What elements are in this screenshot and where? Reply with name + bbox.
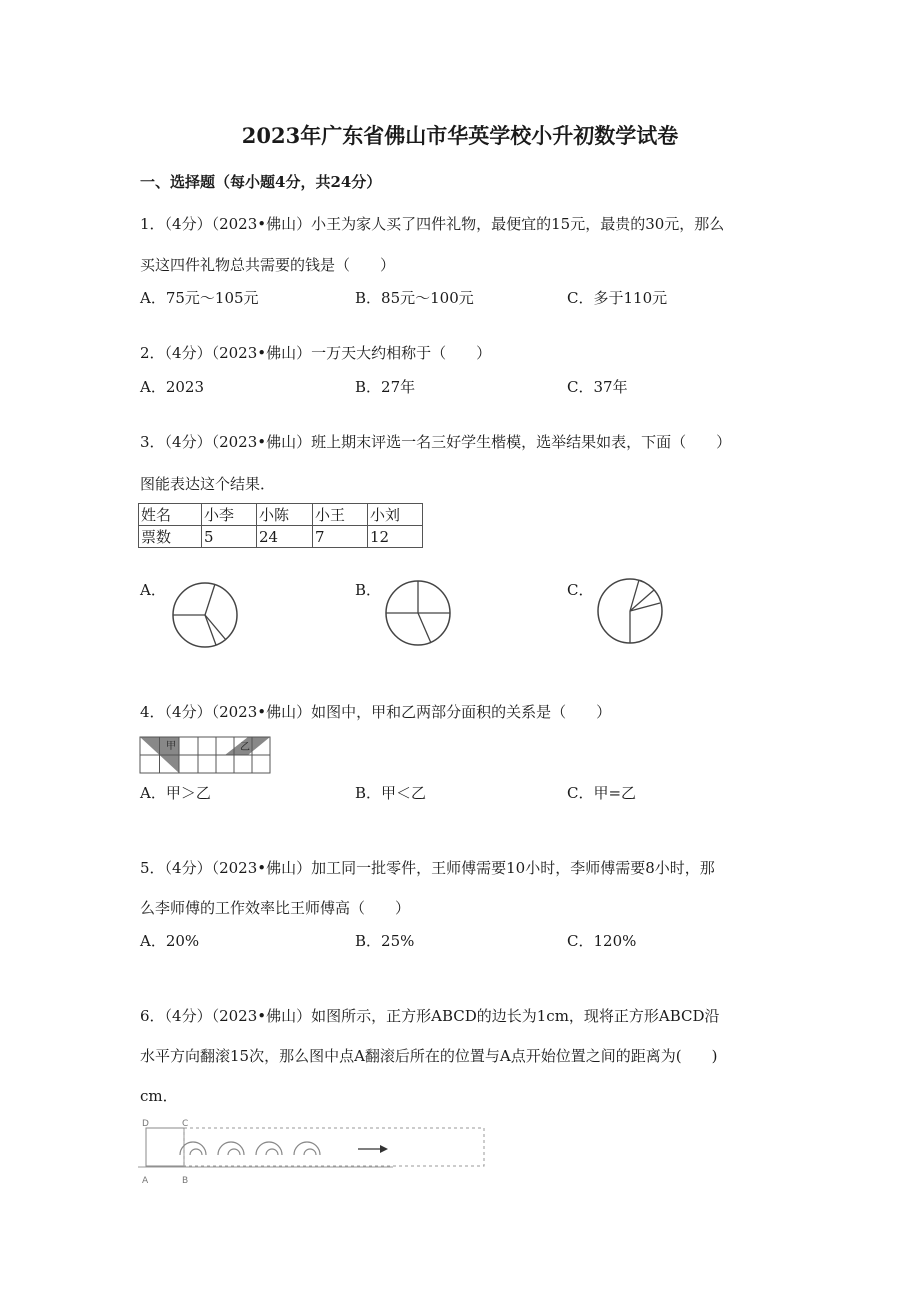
question-4-option-b: B．甲＜乙 [355, 784, 427, 802]
question-4-option-a: A．甲＞乙 [140, 784, 211, 802]
question-6-line-3: cm． [140, 1087, 178, 1105]
grid-figure [140, 737, 275, 773]
rolling-square-figure [138, 1115, 398, 1187]
pie-chart-option-a [170, 580, 240, 650]
question-1-line-2: 买这四件礼物总共需要的钱是（ ） [140, 256, 396, 274]
figure-label-d: D [142, 1119, 149, 1129]
question-1-option-b: B．85元～100元 [355, 289, 474, 307]
question-3-option-b: B． [355, 581, 382, 599]
pie-chart-option-c [595, 576, 665, 646]
question-5-option-a: A．20% [140, 932, 200, 950]
table-cell: 小刘 [368, 504, 423, 526]
section-heading: 一、选择题（每小题4分，共24分） [140, 173, 382, 191]
figure-label-a: A [142, 1176, 149, 1186]
pie-chart-option-b [383, 578, 453, 648]
table-row [139, 526, 423, 548]
question-5-line-2: 么李师傅的工作效率比王师傅高（ ） [140, 899, 411, 917]
figure-label-yi: 乙 [240, 742, 250, 753]
question-6-line-1: 6．（4分）（2023•佛山）如图所示，正方形ABCD的边长为1cm，现将正方形ABCD沿 [140, 1007, 720, 1025]
table-cell: 7 [313, 526, 368, 548]
table-cell: 24 [257, 526, 313, 548]
question-3-line-2: 图能表达这个结果． [140, 475, 276, 493]
question-1-option-a: A．75元～105元 [140, 289, 259, 307]
question-2-option-c: C．37年 [567, 378, 628, 396]
question-5-line-1: 5．（4分）（2023•佛山）加工同一批零件，王师傅需要10小时，李师傅需要8小时，那 [140, 859, 715, 877]
table-cell: 5 [202, 526, 257, 548]
figure-label-c: C [182, 1119, 189, 1129]
question-3-option-a: A． [140, 581, 166, 599]
question-4-option-c: C．甲=乙 [567, 784, 637, 802]
table-cell: 12 [368, 526, 423, 548]
question-5-option-b: B．25% [355, 932, 415, 950]
table-cell: 姓名 [139, 504, 202, 526]
table-cell: 小王 [313, 504, 368, 526]
question-2-line-1: 2．（4分）（2023•佛山）一万天大约相称于（ ） [140, 344, 492, 362]
question-2-option-a: A．2023 [140, 378, 205, 396]
table-cell: 票数 [139, 526, 202, 548]
question-1-option-c: C．多于110元 [567, 289, 668, 307]
table-cell: 小陈 [257, 504, 313, 526]
table-header-row [139, 504, 423, 526]
question-3-option-c: C． [567, 581, 594, 599]
exam-title: 2023年广东省佛山市华英学校小升初数学试卷 [241, 123, 679, 148]
figure-label-b: B [182, 1176, 189, 1186]
vote-table [138, 503, 423, 548]
question-1-line-1: 1．（4分）（2023•佛山）小王为家人买了四件礼物，最便宜的15元，最贵的30元，那么 [140, 215, 725, 233]
question-5-option-c: C．120% [567, 932, 637, 950]
figure-label-jia: 甲 [166, 741, 176, 752]
table-cell: 小李 [202, 504, 257, 526]
question-3-line-1: 3．（4分）（2023•佛山）班上期末评选一名三好学生楷模，选举结果如表，下面（ ） [140, 433, 732, 451]
question-2-option-b: B．27年 [355, 378, 416, 396]
question-6-line-2: 水平方向翻滚15次，那么图中点A翻滚后所在的位置与A点开始位置之间的距离为( ) [140, 1047, 718, 1065]
question-4-line-1: 4．（4分）（2023•佛山）如图中，甲和乙两部分面积的关系是（ ） [140, 703, 612, 721]
